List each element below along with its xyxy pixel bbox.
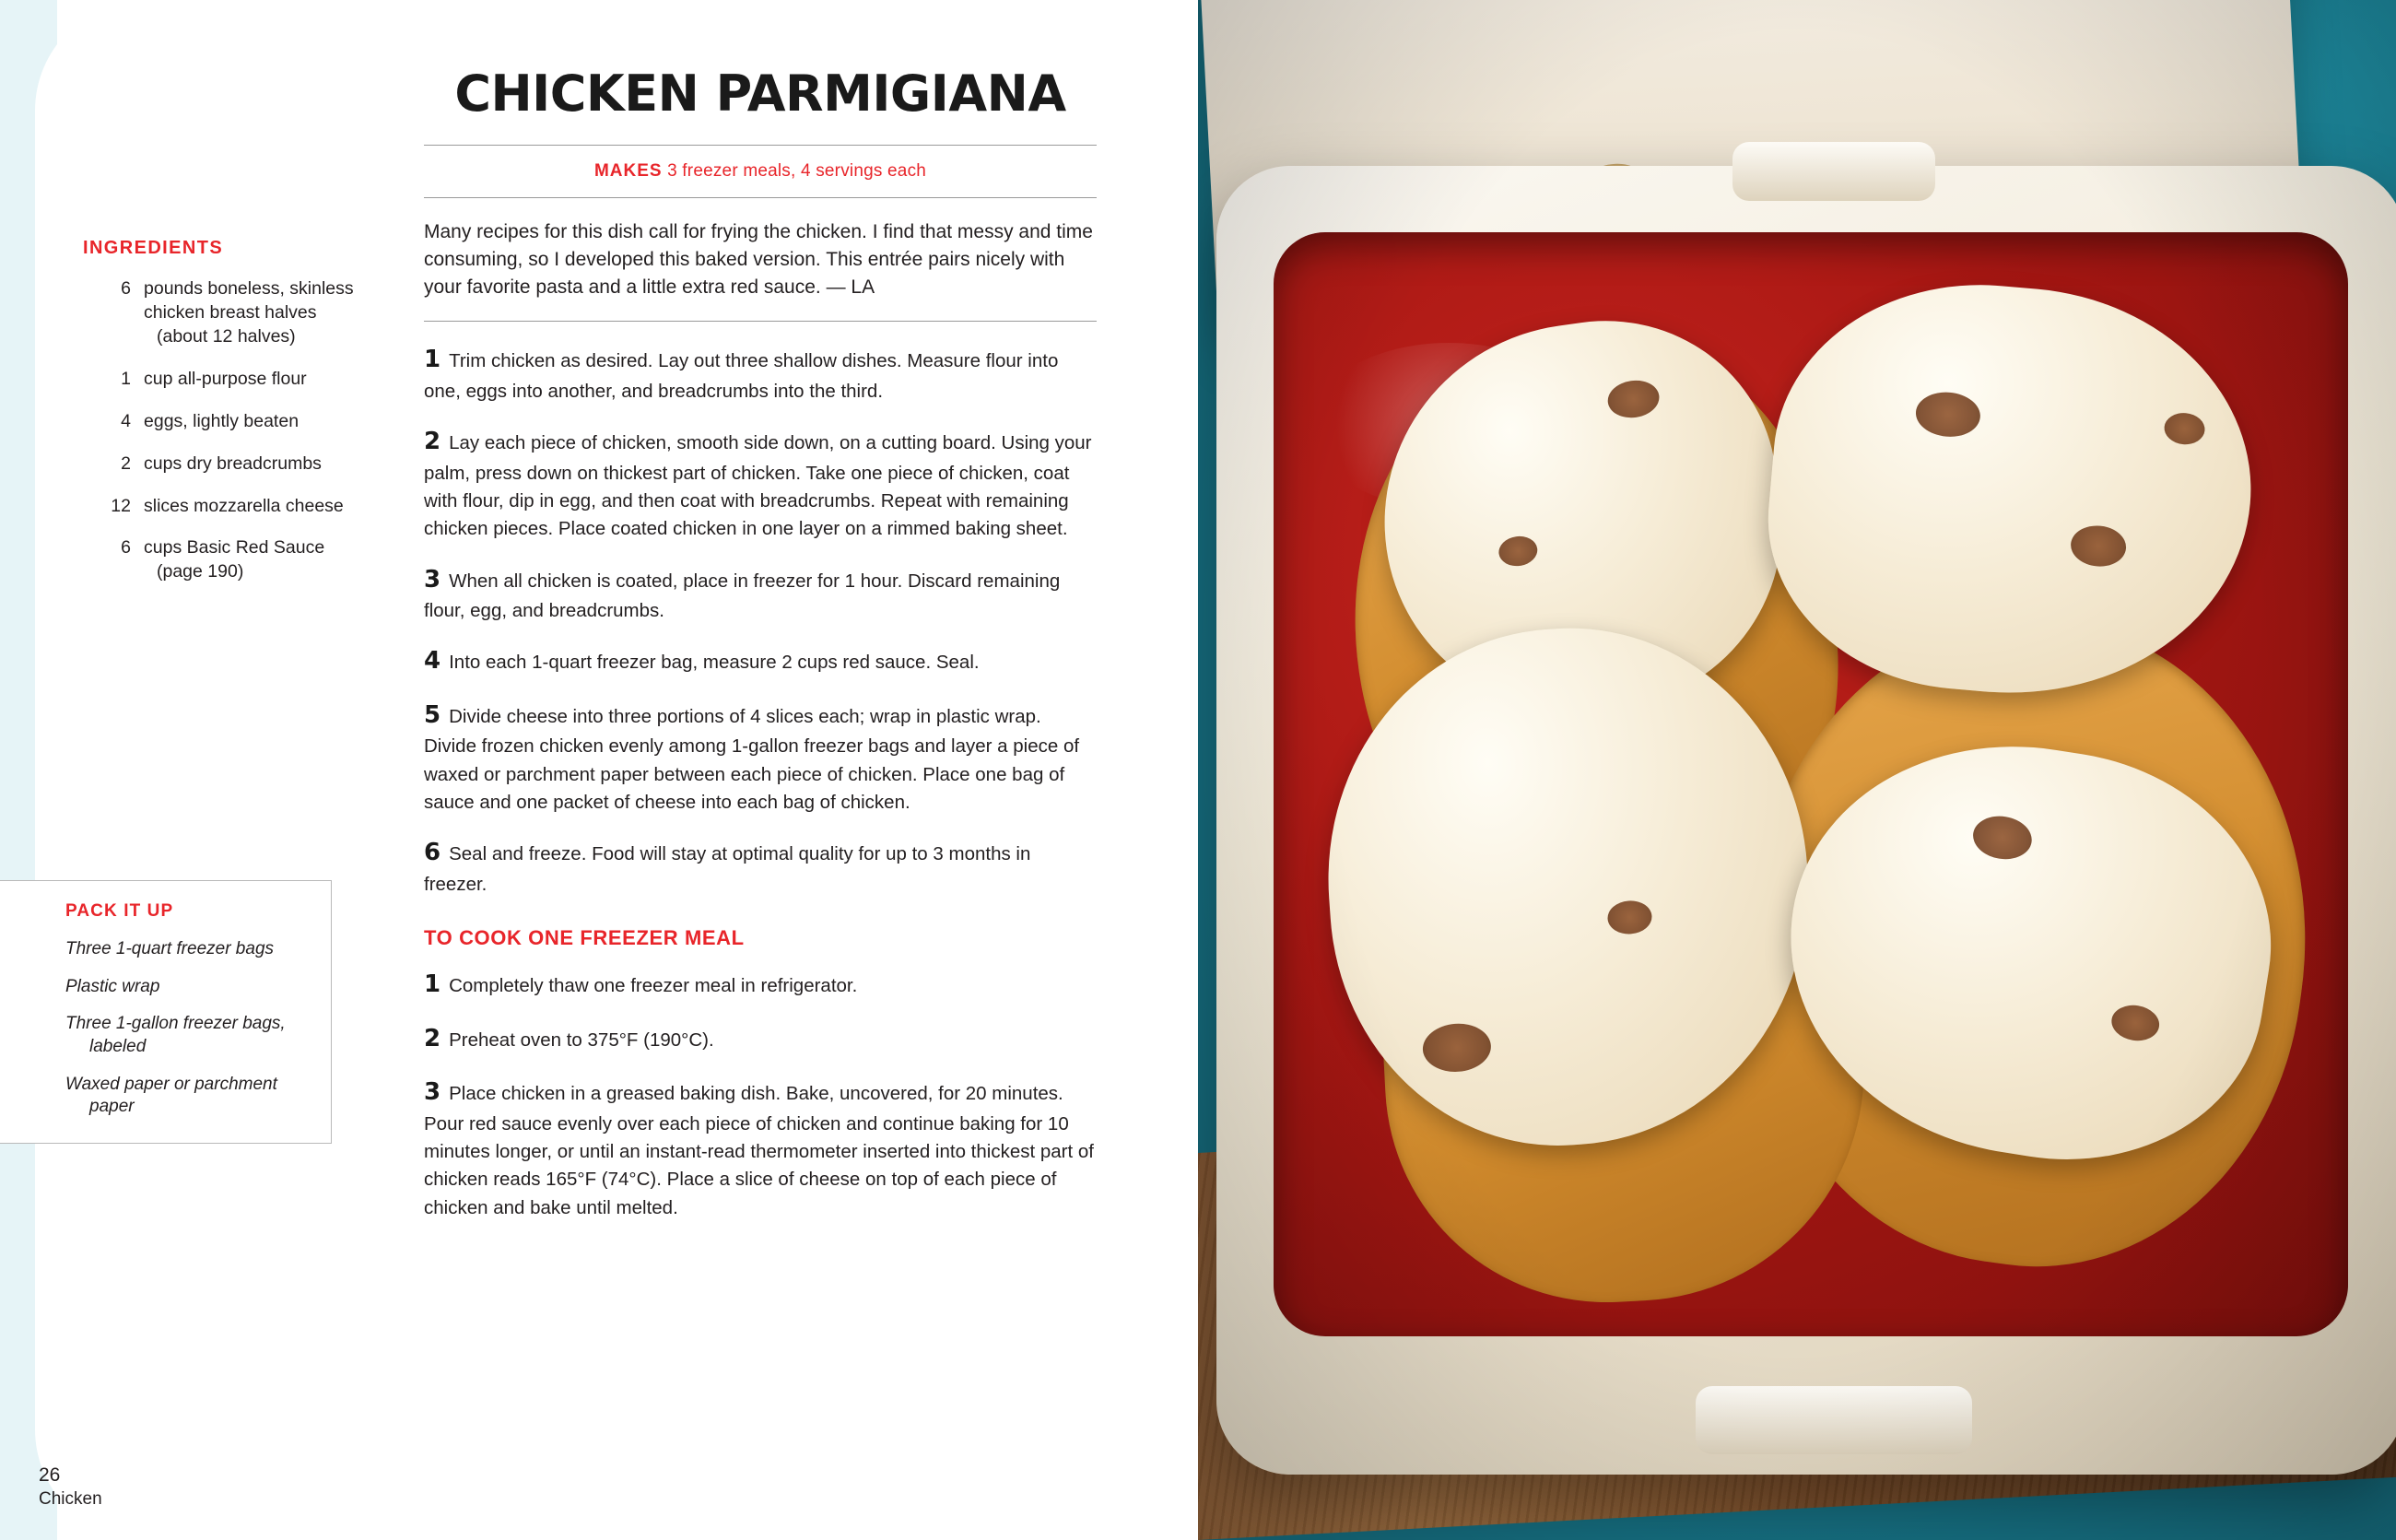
ingredient-quantity: 2	[121, 453, 131, 474]
step-number: 1	[424, 970, 441, 999]
baking-dish	[1216, 166, 2396, 1475]
step-number: 3	[424, 565, 441, 594]
step-number: 5	[424, 700, 441, 729]
pack-it-up-heading: PACK IT UP	[65, 901, 174, 921]
ingredient-item	[83, 536, 378, 584]
cheese-blister	[2163, 411, 2206, 446]
step-number: 2	[424, 428, 441, 456]
ingredient-name: cups dry breadcrumbs	[144, 453, 322, 474]
step-number: 2	[424, 1024, 441, 1052]
page-title: CHICKEN PARMIGIANA	[454, 65, 1066, 123]
ingredient-item	[83, 453, 378, 476]
steps-list	[424, 322, 1097, 899]
recipe-photo	[1198, 0, 2396, 1540]
cook-steps-list	[424, 967, 1097, 1222]
yield-value: 3 freezer meals, 4 servings each	[667, 161, 927, 181]
folio-section-name: Chicken	[39, 1488, 102, 1509]
ingredient-quantity: 6	[121, 278, 131, 299]
ingredient-item	[83, 495, 378, 519]
step	[424, 698, 1097, 817]
ingredient-quantity: 1	[121, 368, 131, 389]
cheese-blister	[2109, 1002, 2162, 1044]
cheese-blister	[1497, 534, 1539, 569]
ingredient-name: eggs, lightly beaten	[144, 410, 300, 431]
folio-page-number: 26	[39, 1464, 61, 1486]
cheese-blister	[2069, 523, 2128, 569]
ingredients-heading: INGREDIENTS	[83, 238, 224, 258]
pack-item	[65, 976, 307, 999]
step-text: When all chicken is coated, place in freezer for 1 hour. Discard remaining flour, egg, and breadcrumbs.	[424, 570, 1061, 622]
cheese-blister	[1914, 390, 1982, 440]
cheese-blister	[1970, 812, 2035, 863]
folio	[39, 1464, 102, 1511]
cheese-blister	[1421, 1021, 1492, 1074]
step-text: Completely thaw one freezer meal in refrigerator.	[449, 975, 858, 997]
step-text: Into each 1-quart freezer bag, measure 2 cups red sauce. Seal.	[449, 652, 980, 674]
step-number: 4	[424, 647, 441, 676]
ingredient-quantity: 4	[121, 410, 131, 431]
pack-item-text: Three 1-gallon freezer bags,	[65, 1014, 286, 1034]
pack-item-text-cont: paper	[89, 1097, 135, 1117]
step	[424, 342, 1097, 406]
ingredient-name: cup all-purpose flour	[144, 368, 307, 389]
pack-item-text-cont: labeled	[89, 1037, 147, 1057]
dish-contents	[1274, 232, 2348, 1336]
pack-item-text: Three 1-quart freezer bags	[65, 939, 275, 958]
pack-item	[65, 1013, 307, 1058]
step	[424, 562, 1097, 626]
pack-item-text: Waxed paper or parchment	[65, 1074, 277, 1094]
ingredient-quantity: 12	[111, 495, 131, 516]
pack-it-up-box	[0, 880, 332, 1144]
ingredient-name	[144, 277, 378, 349]
yield-label: MAKES	[593, 161, 663, 181]
step-number: 6	[424, 839, 441, 867]
ingredient-item	[83, 368, 378, 392]
cheese-blister	[1605, 377, 1662, 420]
ingredient-name	[144, 536, 378, 584]
dish-handle-bottom	[1696, 1386, 1972, 1454]
ingredient-note: (page 190)	[157, 561, 244, 582]
step	[424, 835, 1097, 899]
recipe-column	[424, 65, 1097, 1240]
cook-section-heading: TO COOK ONE FREEZER MEAL	[424, 926, 745, 950]
ingredients-block	[83, 238, 378, 603]
cook-step	[424, 1075, 1097, 1222]
step-number: 1	[424, 346, 441, 374]
cheese-blister	[1606, 899, 1652, 935]
headnote: Many recipes for this dish call for frying the chicken. I find that messy and time consuming, so I developed this baked version. This entrée pairs nicely with your favorite pasta and a little extra red sauce. — LA	[424, 221, 1093, 298]
step-text: Seal and freeze. Food will stay at optimal quality for up to 3 months in freezer.	[424, 843, 1031, 895]
yield-line	[424, 146, 1097, 197]
step-text: Divide cheese into three portions of 4 slices each; wrap in plastic wrap. Divide frozen chicken evenly among 1-gallon freezer bags and layer a piece of waxed or parchment paper between each piece of chicken. Place one bag of sauce and one packet of cheese into each bag of chicken.	[424, 705, 1080, 814]
ingredient-item	[83, 277, 378, 349]
step-text: Place chicken in a greased baking dish. Bake, uncovered, for 20 minutes. Pour red sauce evenly over each piece of chicken and continue baking for 10 minutes longer, or until an instant-read thermometer inserted into thickest part of chicken reads 165°F (74°C). Place a slice of cheese on top of each piece of chicken and bake until melted.	[424, 1083, 1094, 1218]
photo-background	[1198, 0, 2396, 1540]
ingredient-quantity: 6	[121, 537, 131, 558]
ingredient-text: cups Basic Red Sauce	[144, 537, 325, 558]
pack-item-text: Plastic wrap	[65, 976, 160, 996]
ingredient-text: pounds boneless, skinless chicken breast halves	[144, 278, 354, 323]
ingredient-name: slices mozzarella cheese	[144, 495, 344, 516]
step-text: Trim chicken as desired. Lay out three shallow dishes. Measure flour into one, eggs into another, and breadcrumbs into the third.	[424, 350, 1059, 402]
step	[424, 643, 1097, 678]
ingredient-note: (about 12 halves)	[157, 325, 296, 347]
step-text: Preheat oven to 375°F (190°C).	[449, 1029, 714, 1051]
cook-step	[424, 1021, 1097, 1056]
pack-item	[65, 938, 307, 961]
ingredient-item	[83, 410, 378, 434]
pack-item	[65, 1074, 307, 1119]
step-text: Lay each piece of chicken, smooth side down, on a cutting board. Using your palm, press down on thickest part of chicken. Take one piece of chicken, coat with flour, dip in egg, and then coat with breadcrumbs. Repeat with remaining chicken pieces. Place coated chicken in one layer on a rimmed baking sheet.	[424, 432, 1092, 540]
step-number: 3	[424, 1078, 441, 1107]
dish-handle-top	[1732, 142, 1935, 201]
cook-step	[424, 967, 1097, 1002]
step	[424, 424, 1097, 543]
